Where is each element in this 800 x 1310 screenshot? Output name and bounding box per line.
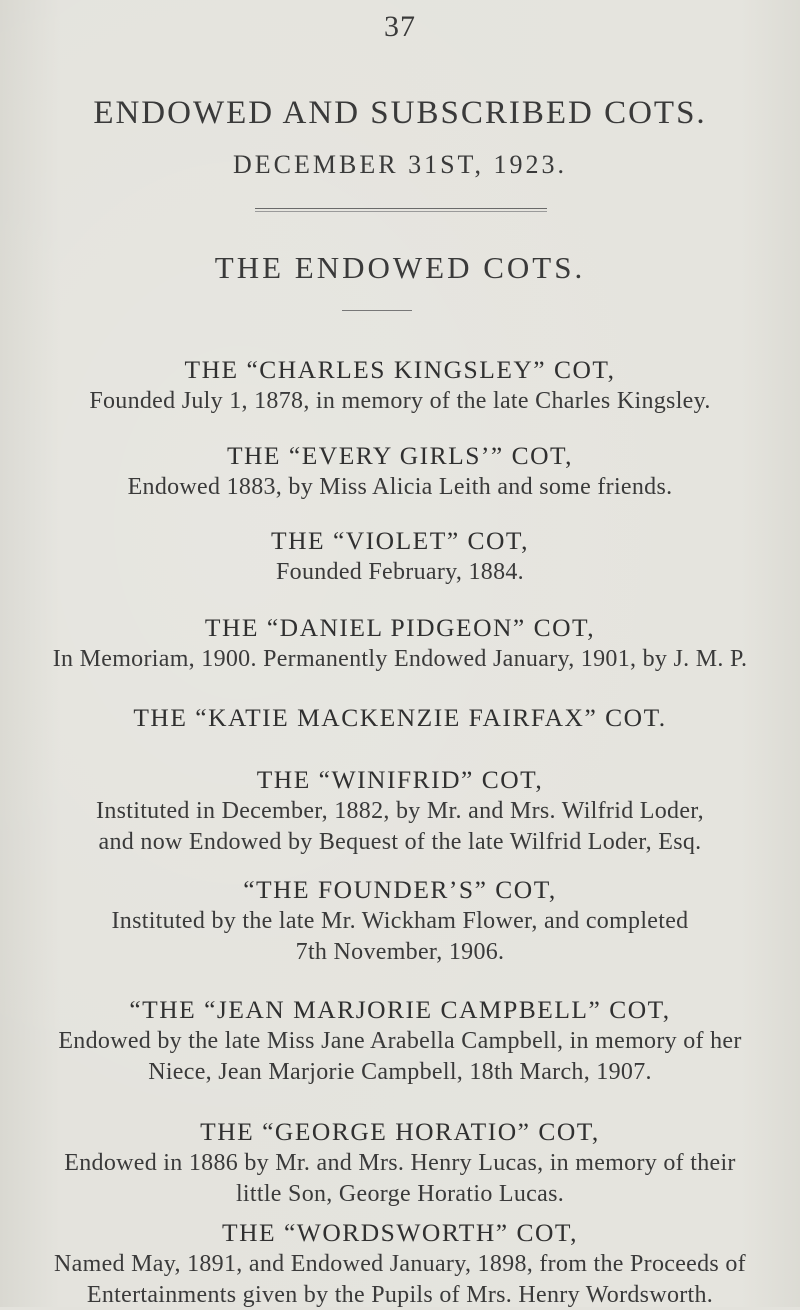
cot-entry-wordsworth — [0, 1218, 800, 1310]
cot-entry-title: THE “CHARLES KINGSLEY” COT, — [184, 355, 616, 384]
cot-entry-line: 7th November, 1906. — [295, 939, 505, 965]
cot-entry-line: Niece, Jean Marjorie Campbell, 18th March, 1907. — [148, 1059, 652, 1085]
cot-entry-title: THE “EVERY GIRLS’” COT, — [226, 441, 574, 470]
cot-entry-line: little Son, George Horatio Lucas. — [235, 1181, 565, 1207]
cot-entry-title: “THE “JEAN MARJORIE CAMPBELL” COT, — [129, 995, 671, 1024]
cot-entry-george-horatio — [0, 1117, 800, 1209]
cot-entry-line: Founded July 1, 1878, in memory of the late Charles Kingsley. — [89, 388, 711, 414]
section-divider-rule — [342, 310, 412, 311]
cot-entry-line: Instituted in December, 1882, by Mr. and Mrs. Wilfrid Loder, — [96, 798, 704, 824]
page-number: 37 — [384, 10, 416, 43]
cot-entry-title: THE “DANIEL PIDGEON” COT, — [204, 613, 596, 642]
cot-entry-line: Founded February, 1884. — [276, 559, 524, 585]
cot-entry-title: THE “WINIFRID” COT, — [256, 765, 544, 794]
cot-entry-katie-mackenzie-fairfax — [0, 703, 800, 733]
cot-entry-title: THE “VIOLET” COT, — [271, 526, 529, 555]
cot-entry-charles-kingsley — [0, 355, 800, 416]
cot-entry-title: “THE FOUNDER’S” COT, — [243, 875, 557, 904]
cot-entry-every-girls — [0, 441, 800, 502]
cot-entry-daniel-pidgeon — [0, 613, 800, 674]
cot-entry-line: Endowed 1883, by Miss Alicia Leith and some friends. — [127, 474, 673, 500]
main-title: ENDOWED AND SUBSCRIBED COTS. — [93, 95, 707, 131]
cot-entry-jean-marjorie-campbell — [0, 995, 800, 1087]
cot-entry-line: Endowed in 1886 by Mr. and Mrs. Henry Lucas, in memory of their — [64, 1150, 736, 1176]
cot-entry-line: Entertainments given by the Pupils of Mrs. Henry Wordsworth. — [86, 1282, 714, 1308]
date-line: DECEMBER 31ST, 1923. — [233, 150, 567, 179]
cot-entry-line: Endowed by the late Miss Jane Arabella Campbell, in memory of her — [58, 1028, 742, 1054]
cot-entry-line: and now Endowed by Bequest of the late Wilfrid Loder, Esq. — [98, 829, 702, 855]
cot-entry-line: Instituted by the late Mr. Wickham Flower, and completed — [111, 908, 689, 934]
cot-entry-winifrid — [0, 765, 800, 857]
cot-entry-title: THE “KATIE MACKENZIE FAIRFAX” COT. — [133, 703, 667, 732]
section-title: THE ENDOWED COTS. — [214, 250, 586, 285]
cot-entry-line: In Memoriam, 1900. Permanently Endowed January, 1901, by J. M. P. — [52, 646, 748, 672]
cot-entry-violet — [0, 526, 800, 587]
divider-rule — [255, 208, 547, 212]
cot-entry-founders — [0, 875, 800, 967]
cot-entry-title: THE “WORDSWORTH” COT, — [222, 1218, 578, 1247]
cot-entry-line: Named May, 1891, and Endowed January, 1898, from the Proceeds of — [54, 1251, 746, 1277]
cot-entry-title: THE “GEORGE HORATIO” COT, — [200, 1117, 600, 1146]
